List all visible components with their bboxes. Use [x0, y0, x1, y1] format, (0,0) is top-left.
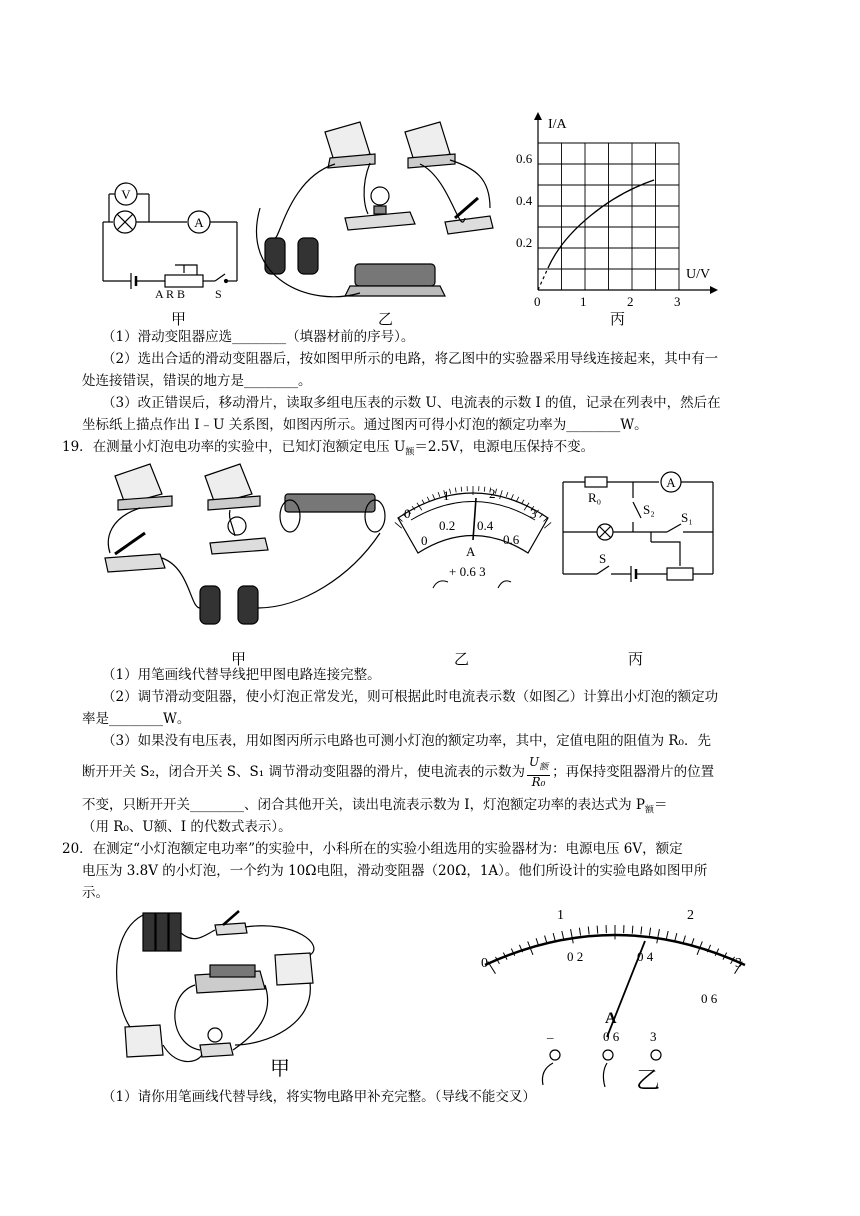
frac-denominator: R₀ — [531, 774, 546, 789]
meter-top-scale: 3 — [735, 956, 742, 971]
q20-ammeter-dial — [475, 905, 755, 1095]
frac-numerator: U — [528, 755, 540, 770]
meter-terminal: 0 6 — [603, 1029, 620, 1044]
q19-part-3b-pre: 断开开关 S₂，闭合开关 S、S₁ 调节滑动变阻器的滑片，使电流表的示数为 — [82, 764, 525, 780]
q20-stem-1 — [62, 838, 683, 860]
q18-part-1: （1）滑动变阻器应选________（填器材前的序号）。 — [102, 329, 415, 345]
q19-stem-text: 在测量小灯泡电功率的实验中，已知灯泡额定电压 U — [92, 439, 406, 455]
q19-apparatus-drawing — [100, 458, 390, 638]
meter-tick — [506, 492, 508, 497]
q20-stem-text: 在测定“小灯泡额定电功率”的实验中，小科所在的实验小组选用的实验器材为：电源电压 6V，额定 — [92, 841, 683, 857]
meter-bottom-scale: 0 2 — [567, 949, 584, 964]
graph-xtick: 2 — [627, 294, 634, 309]
meter-unit: A — [466, 544, 476, 559]
rheostat-label: A R B — [155, 287, 186, 301]
meter-tick — [511, 494, 513, 499]
meter-tick — [427, 497, 429, 501]
voltmeter-symbol: V — [121, 187, 131, 202]
meter-tick — [562, 931, 564, 939]
meter-tick — [500, 490, 503, 499]
q18-figure-label-jia: 甲 — [171, 310, 187, 328]
meter-tick — [461, 487, 462, 492]
meter-bottom-scale: 0.6 — [503, 532, 520, 547]
meter-tick — [597, 926, 598, 934]
meter-tick — [438, 492, 440, 497]
q19-circuit-diagram — [555, 470, 720, 580]
q20-stem-2: 电压为 3.8V 的小灯泡，一个约为 10Ω电阻，滑动变阻器（20Ω，1A）。他们所设计的实验电路如图甲所 — [82, 863, 708, 879]
q18-figure-label-yi: 乙 — [378, 310, 394, 328]
meter-tick — [579, 928, 580, 936]
meter-bottom-scale: 0.2 — [439, 518, 456, 533]
meter-terminal: _ — [547, 1025, 554, 1040]
switch-s1-label: S₁ — [681, 510, 693, 525]
meter-tick — [545, 936, 547, 944]
meter-tick — [484, 487, 485, 492]
q19-part-2b: 率是________W。 — [82, 711, 191, 727]
meter-tick — [449, 489, 450, 494]
meter-top-scale: 2 — [489, 486, 496, 501]
meter-tick — [433, 494, 435, 499]
q20-figure-label-yi: 乙 — [636, 1066, 660, 1094]
q19-part-3c-pre: 不变，只断开开关________、闭合其他开关，读出电流表示数为 I，灯泡额定功率的表达式为 P — [82, 797, 645, 813]
q20-figure-label-jia: 甲 — [270, 1056, 290, 1080]
q18-part-3a: （3）改正错误后，移动滑片，读取多组电压表的示数 U、电流表的示数 I 的值，记录在列表中，然后在 — [102, 395, 721, 411]
switch-s2-label: S₂ — [643, 502, 655, 517]
meter-unit: A — [605, 1010, 617, 1027]
meter-top-scale: 2 — [687, 908, 694, 923]
meter-tick — [517, 497, 519, 501]
meter-tick — [495, 489, 496, 494]
meter-tick — [666, 931, 668, 939]
q18-circuit-diagram — [95, 180, 245, 301]
q19-figure-label-jia: 甲 — [231, 650, 247, 668]
meter-terminal: 3 — [650, 1029, 657, 1044]
rated-current-fraction — [527, 756, 550, 788]
meter-tick — [588, 926, 589, 934]
graph-ytick: 0.2 — [516, 235, 533, 250]
meter-tick — [553, 933, 555, 941]
meter-bottom-scale: 0.4 — [477, 518, 494, 533]
meter-top-scale: 1 — [443, 488, 450, 503]
q18-apparatus-drawing — [250, 118, 500, 303]
q19-figure-label-yi: 乙 — [454, 650, 470, 668]
q18-iu-graph — [516, 110, 720, 310]
r0-label: R₀ — [588, 490, 602, 505]
q19-ammeter-dial — [393, 478, 553, 593]
q19-stem-sub: 额 — [405, 447, 415, 458]
q19-part-3b — [82, 752, 714, 792]
meter-tick — [649, 928, 650, 936]
q19-part-3a: （3）如果没有电压表，用如图丙所示电路也可测小灯泡的额定功率，其中，定值电阻的阻值为 R₀．先 — [102, 733, 711, 749]
switch-s-label: S — [599, 551, 607, 566]
meter-tick — [683, 936, 685, 944]
ammeter-symbol: A — [194, 215, 204, 230]
meter-terminals: + 0.6 3 — [449, 564, 486, 579]
q19-part-2a: （2）调节滑动变阻器，使小灯泡正常发光，则可根据此时电流表示数（如图乙）计算出小灯泡的额定功 — [102, 689, 719, 705]
q20-part-1: （1）请你用笔画线代替导线，将实物电路甲补充完整。（导线不能交叉） — [102, 1089, 536, 1105]
frac-numerator-sub: 额 — [539, 762, 549, 773]
q19-part-3b-post: ；再保持变阻器滑片的位置 — [552, 764, 715, 780]
graph-xtick: 1 — [580, 294, 587, 309]
q18-part-2b: 处连接错误，错误的地方是________。 — [82, 373, 312, 389]
graph-ytick: 0.4 — [516, 193, 533, 208]
q19-part-1: （1）用笔画线代替导线把甲图电路连接完整。 — [102, 667, 381, 683]
meter-top-scale: 0 — [404, 506, 411, 521]
question-number: 19． — [62, 439, 93, 455]
graph-xtick: 3 — [674, 294, 681, 309]
q19-part-3c-sub: 额 — [645, 805, 655, 816]
q20-apparatus-drawing — [115, 905, 325, 1080]
q18-part-3b: 坐标纸上描点作出 I﹣U 关系图，如图丙所示。通过图丙可得小灯泡的额定功率为________W。 — [82, 417, 648, 433]
q19-part-3d: （用 R₀、U额、I 的代数式表示）。 — [82, 819, 292, 835]
meter-top-scale: 0 — [481, 956, 488, 971]
meter-bottom-scale: 0 4 — [637, 949, 654, 964]
meter-tick — [641, 926, 642, 934]
graph-ytick: 0.6 — [516, 151, 533, 166]
q19-figure-label-bing: 丙 — [628, 650, 644, 668]
q19-part-3c-post: ＝ — [654, 797, 668, 813]
meter-tick — [632, 926, 633, 934]
meter-top-scale: 3 — [530, 506, 537, 521]
graph-xtick: 0 — [534, 294, 541, 309]
q18-figure-label-bing: 丙 — [610, 310, 626, 328]
switch-label: S — [215, 287, 222, 301]
question-number: 20． — [62, 841, 93, 857]
ammeter-symbol: A — [666, 475, 676, 490]
q19-stem-end: ＝2.5V，电源电压保持不变。 — [414, 439, 595, 455]
meter-tick — [571, 929, 574, 943]
meter-tick — [675, 933, 677, 941]
meter-bottom-scale: 0 — [421, 533, 428, 548]
meter-bottom-scale: 0 6 — [701, 991, 718, 1006]
graph-xlabel: U/V — [686, 267, 711, 282]
meter-tick — [657, 929, 660, 943]
meter-tick — [455, 488, 456, 493]
meter-top-scale: 1 — [557, 908, 564, 923]
q18-part-2a: （2）选出合适的滑动变阻器后，按如图甲所示的电路，将乙图中的实验器采用导线连接起来，其中有一 — [102, 351, 719, 367]
q20-stem-3: 示。 — [82, 885, 109, 901]
graph-ylabel: I/A — [548, 117, 567, 132]
